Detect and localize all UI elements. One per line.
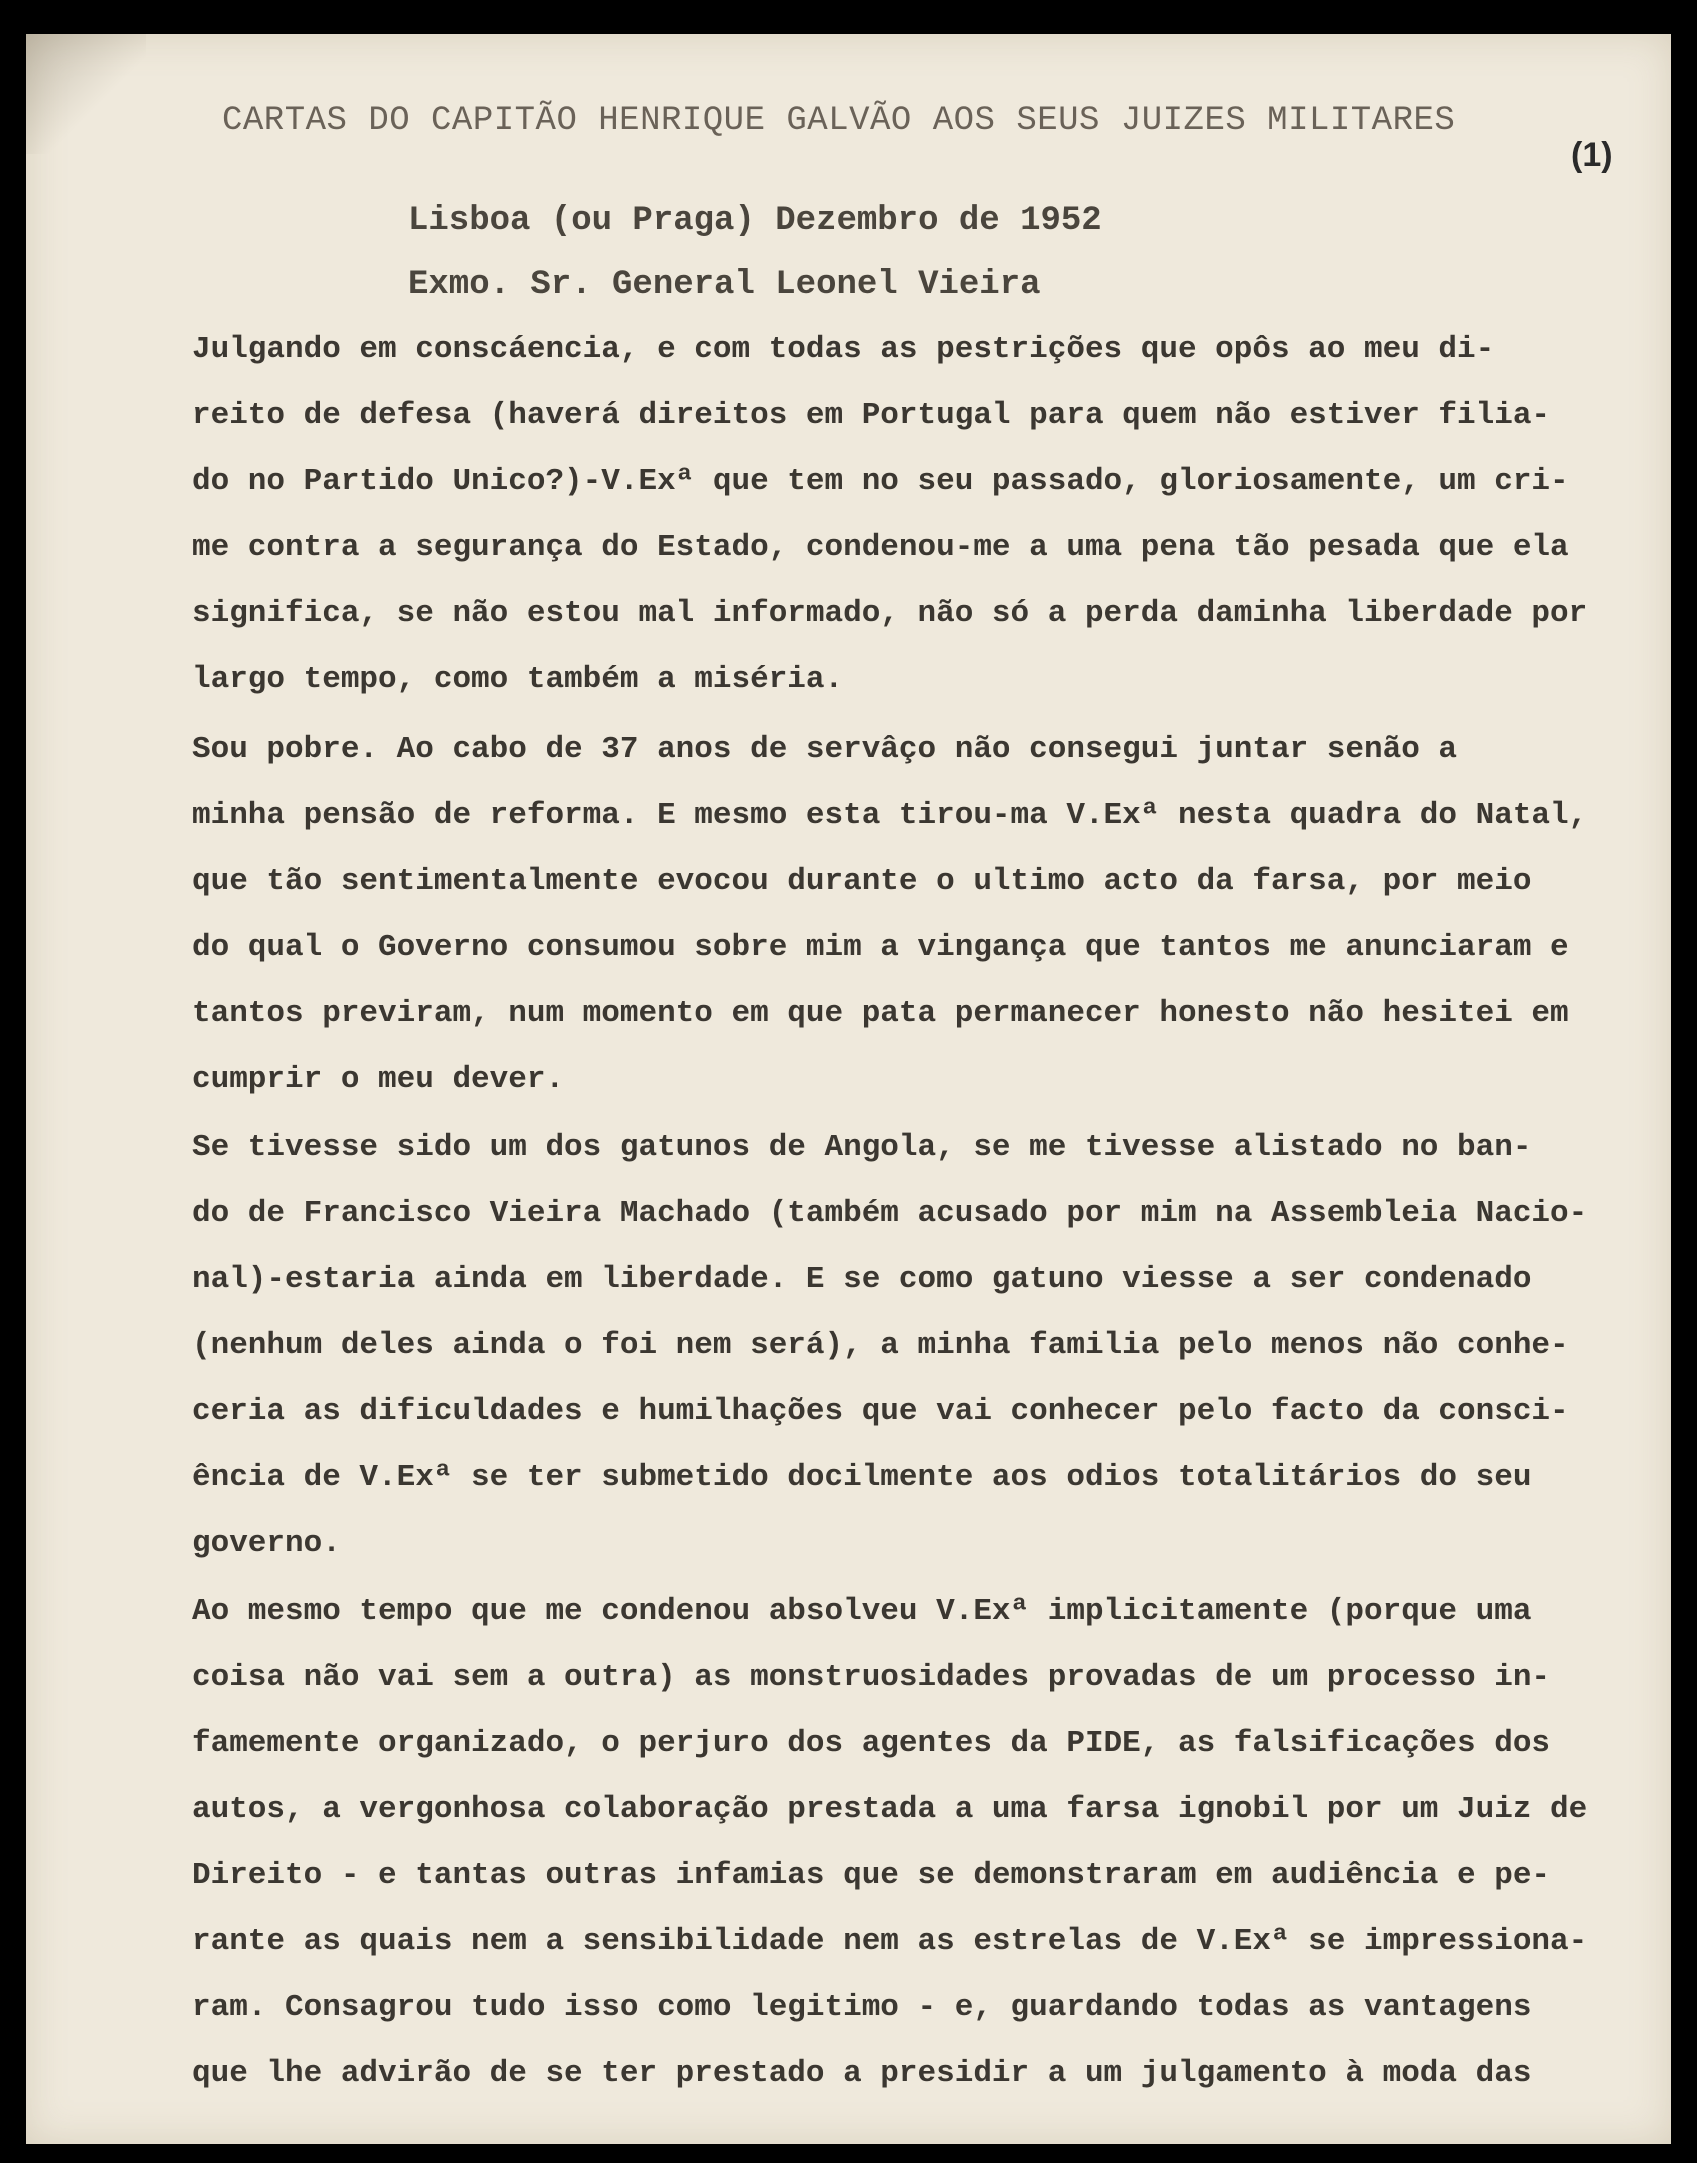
body-line: ram. Consagrou tudo isso como legitimo - e, guardando todas as vantagens: [192, 1990, 1532, 2025]
body-line: Se tivesse sido um dos gatunos de Angola, se me tivesse alistado no ban-: [192, 1130, 1532, 1165]
body-line: me contra a segurança do Estado, condenou-me a uma pena tão pesada que ela: [192, 530, 1569, 565]
body-line: que lhe advirão de se ter prestado a presidir a um julgamento à moda das: [192, 2056, 1532, 2091]
body-line: famemente organizado, o perjuro dos agentes da PIDE, as falsificações dos: [192, 1726, 1551, 1761]
body-line: ência de V.Exª se ter submetido docilmente aos odios totalitários do seu: [192, 1460, 1532, 1495]
body-line: significa, se não estou mal informado, não só a perda daminha liberdade por: [192, 596, 1588, 631]
salutation: Exmo. Sr. General Leonel Vieira: [408, 266, 1041, 304]
body-line: do de Francisco Vieira Machado (também acusado por mim na Assembleia Nacio-: [192, 1196, 1588, 1231]
body-line: ceria as dificuldades e humilhações que vai conhecer pelo facto da consci-: [192, 1394, 1569, 1429]
body-line: coisa não vai sem a outra) as monstruosidades provadas de um processo in-: [192, 1660, 1551, 1695]
body-line: rante as quais nem a sensibilidade nem as estrelas de V.Exª se impressiona-: [192, 1924, 1588, 1959]
body-line: governo.: [192, 1526, 341, 1561]
body-line: largo tempo, como também a miséria.: [192, 662, 844, 697]
dateline: Lisboa (ou Praga) Dezembro de 1952: [408, 202, 1102, 240]
body-line: Julgando em conscáencia, e com todas as pestrições que opôs ao meu di-: [192, 332, 1495, 367]
body-line: Sou pobre. Ao cabo de 37 anos de servâço não consegui juntar senão a: [192, 732, 1458, 767]
body-line: reito de defesa (haverá direitos em Portugal para quem não estiver filia-: [192, 398, 1551, 433]
body-line: do qual o Governo consumou sobre mim a vingança que tantos me anunciaram e: [192, 930, 1569, 965]
typewritten-page: [26, 34, 1671, 2144]
body-line: (nenhum deles ainda o foi nem será), a minha familia pelo menos não conhe-: [192, 1328, 1569, 1363]
body-line: nal)-estaria ainda em liberdade. E se como gatuno viesse a ser condenado: [192, 1262, 1532, 1297]
body-line: autos, a vergonhosa colaboração prestada a uma farsa ignobil por um Juiz de: [192, 1792, 1588, 1827]
body-line: que tão sentimentalmente evocou durante o ultimo acto da farsa, por meio: [192, 864, 1532, 899]
page-number: (1): [1571, 136, 1613, 174]
body-line: minha pensão de reforma. E mesmo esta tirou-ma V.Exª nesta quadra do Natal,: [192, 798, 1588, 833]
body-line: cumprir o meu dever.: [192, 1062, 565, 1097]
body-line: Direito - e tantas outras infamias que se demonstraram em audiência e pe-: [192, 1858, 1551, 1893]
body-line: do no Partido Unico?)-V.Exª que tem no seu passado, gloriosamente, um cri-: [192, 464, 1569, 499]
document-header-title: CARTAS DO CAPITÃO HENRIQUE GALVÃO AOS SEUS JUIZES MILITARES: [222, 102, 1456, 140]
body-line: tantos previram, num momento em que pata permanecer honesto não hesitei em: [192, 996, 1569, 1031]
body-line: Ao mesmo tempo que me condenou absolveu V.Exª implicitamente (porque uma: [192, 1594, 1532, 1629]
